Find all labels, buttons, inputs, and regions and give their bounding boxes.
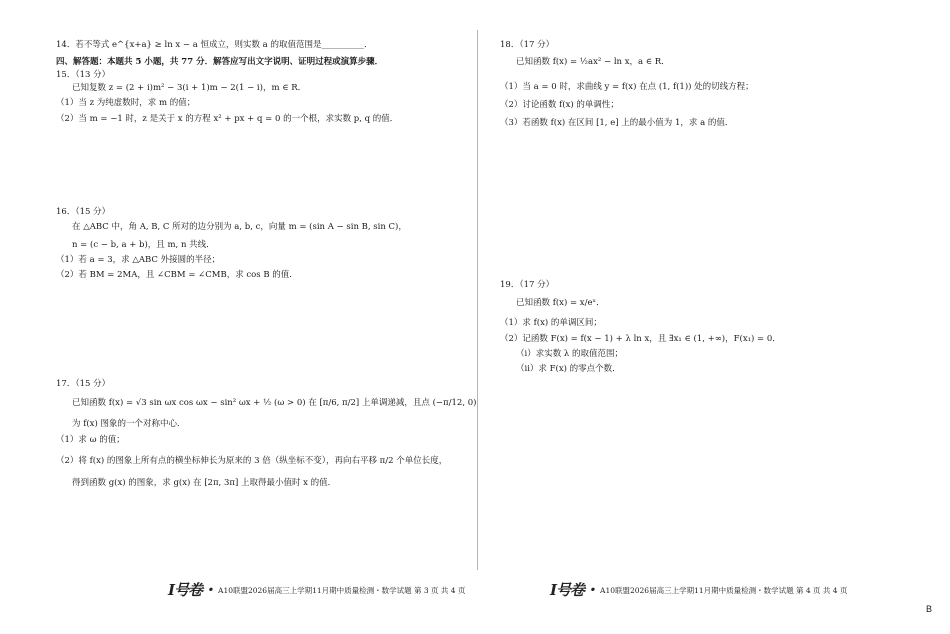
question-18-stem: 已知函数 f(x) = ½ax² − ln x，a ∈ R． xyxy=(516,57,670,67)
question-17-part2-line1: （2）将 f(x) 的图象上所有点的横坐标伸长为原来的 3 倍（纵坐标不变），再向右平移 π/2 个单位长度， xyxy=(56,456,448,466)
question-16-stem-line2: n = (c − b, a + b)，且 m, n 共线． xyxy=(72,240,215,250)
question-19-part2: （2）记函数 F(x) = f(x − 1) + λ ln x，且 ∃x₁ ∈ (1, +∞)，F(x₁) = 0． xyxy=(500,334,781,344)
question-16-stem-line1: 在 △ABC 中，角 A, B, C 所对的边分别为 a, b, c，向量 m = (sin A − sin B, sin C)， xyxy=(72,222,407,232)
question-19-part2-ii: （ii）求 F(x) 的零点个数． xyxy=(516,364,621,374)
brand-logo: Ⅰ号卷・ xyxy=(168,581,217,599)
question-19-part2-i: （i）求实数 λ 的取值范围； xyxy=(516,349,624,359)
question-17-stem-line1: 已知函数 f(x) = √3 sin ωx cos ωx − sin² ωx + ½ (ω > 0) 在 [π/6, π/2] 上单调递减，且点 (−π/12, 0) xyxy=(72,398,477,408)
right-footer xyxy=(550,581,848,599)
question-17-part1: （1）求 ω 的值； xyxy=(56,435,125,445)
question-14: 14．若不等式 e^{x+a} ≥ ln x − a 恒成立，则实数 a 的取值范围是__________． xyxy=(56,40,373,50)
question-15-stem: 已知复数 z = (2 + i)m² − 3(i + 1)m − 2(1 − i)，m ∈ R． xyxy=(72,83,307,93)
right-page xyxy=(478,0,950,634)
question-15-part2: （2）当 m = −1 时，z 是关于 x 的方程 x² + px + q = 0 的一个根，求实数 p, q 的值． xyxy=(56,114,399,124)
question-17-stem-line2: 为 f(x) 图象的一个对称中心． xyxy=(72,419,186,429)
question-16-header: 16．（15 分） xyxy=(56,207,111,217)
question-15-header: 15．（13 分） xyxy=(56,70,111,80)
question-18-part1: （1）当 a = 0 时，求曲线 y = f(x) 在点 (1, f(1)) 处的切线方程； xyxy=(500,82,754,92)
corner-mark: B xyxy=(925,604,932,614)
right-footer-text: A10联盟2026届高三上学期11月期中质量检测・数学试题 第 4 页 共 4 页 xyxy=(600,586,848,595)
question-16-part1: （1）若 a = 3，求 △ABC 外接圆的半径； xyxy=(56,255,221,265)
question-17-header: 17．（15 分） xyxy=(56,379,111,389)
question-18-part3: （3）若函数 f(x) 在区间 [1, e] 上的最小值为 1，求 a 的值． xyxy=(500,118,734,128)
brand-logo: Ⅰ号卷・ xyxy=(550,581,599,599)
question-17-part2-line2: 得到函数 g(x) 的图象，求 g(x) 在 [2π, 3π] 上取得最小值时 x 的值． xyxy=(72,478,337,488)
left-footer-text: A10联盟2026届高三上学期11月期中质量检测・数学试题 第 3 页 共 4 页 xyxy=(218,586,466,595)
section-4-heading: 四、解答题：本题共 5 小题，共 77 分．解答应写出文字说明、证明过程或演算步骤． xyxy=(56,57,384,67)
question-15-part1: （1）当 z 为纯虚数时，求 m 的值； xyxy=(56,98,196,108)
question-19-stem: 已知函数 f(x) = x/eˣ． xyxy=(516,298,605,308)
question-19-part1: （1）求 f(x) 的单调区间； xyxy=(500,318,602,328)
question-18-header: 18．（17 分） xyxy=(500,40,555,50)
left-footer xyxy=(168,581,466,599)
question-16-part2: （2）若 BM = 2MA，且 ∠CBM = ∠CMB，求 cos B 的值． xyxy=(56,270,298,280)
question-19-header: 19．（17 分） xyxy=(500,280,555,290)
question-18-part2: （2）讨论函数 f(x) 的单调性； xyxy=(500,100,619,110)
